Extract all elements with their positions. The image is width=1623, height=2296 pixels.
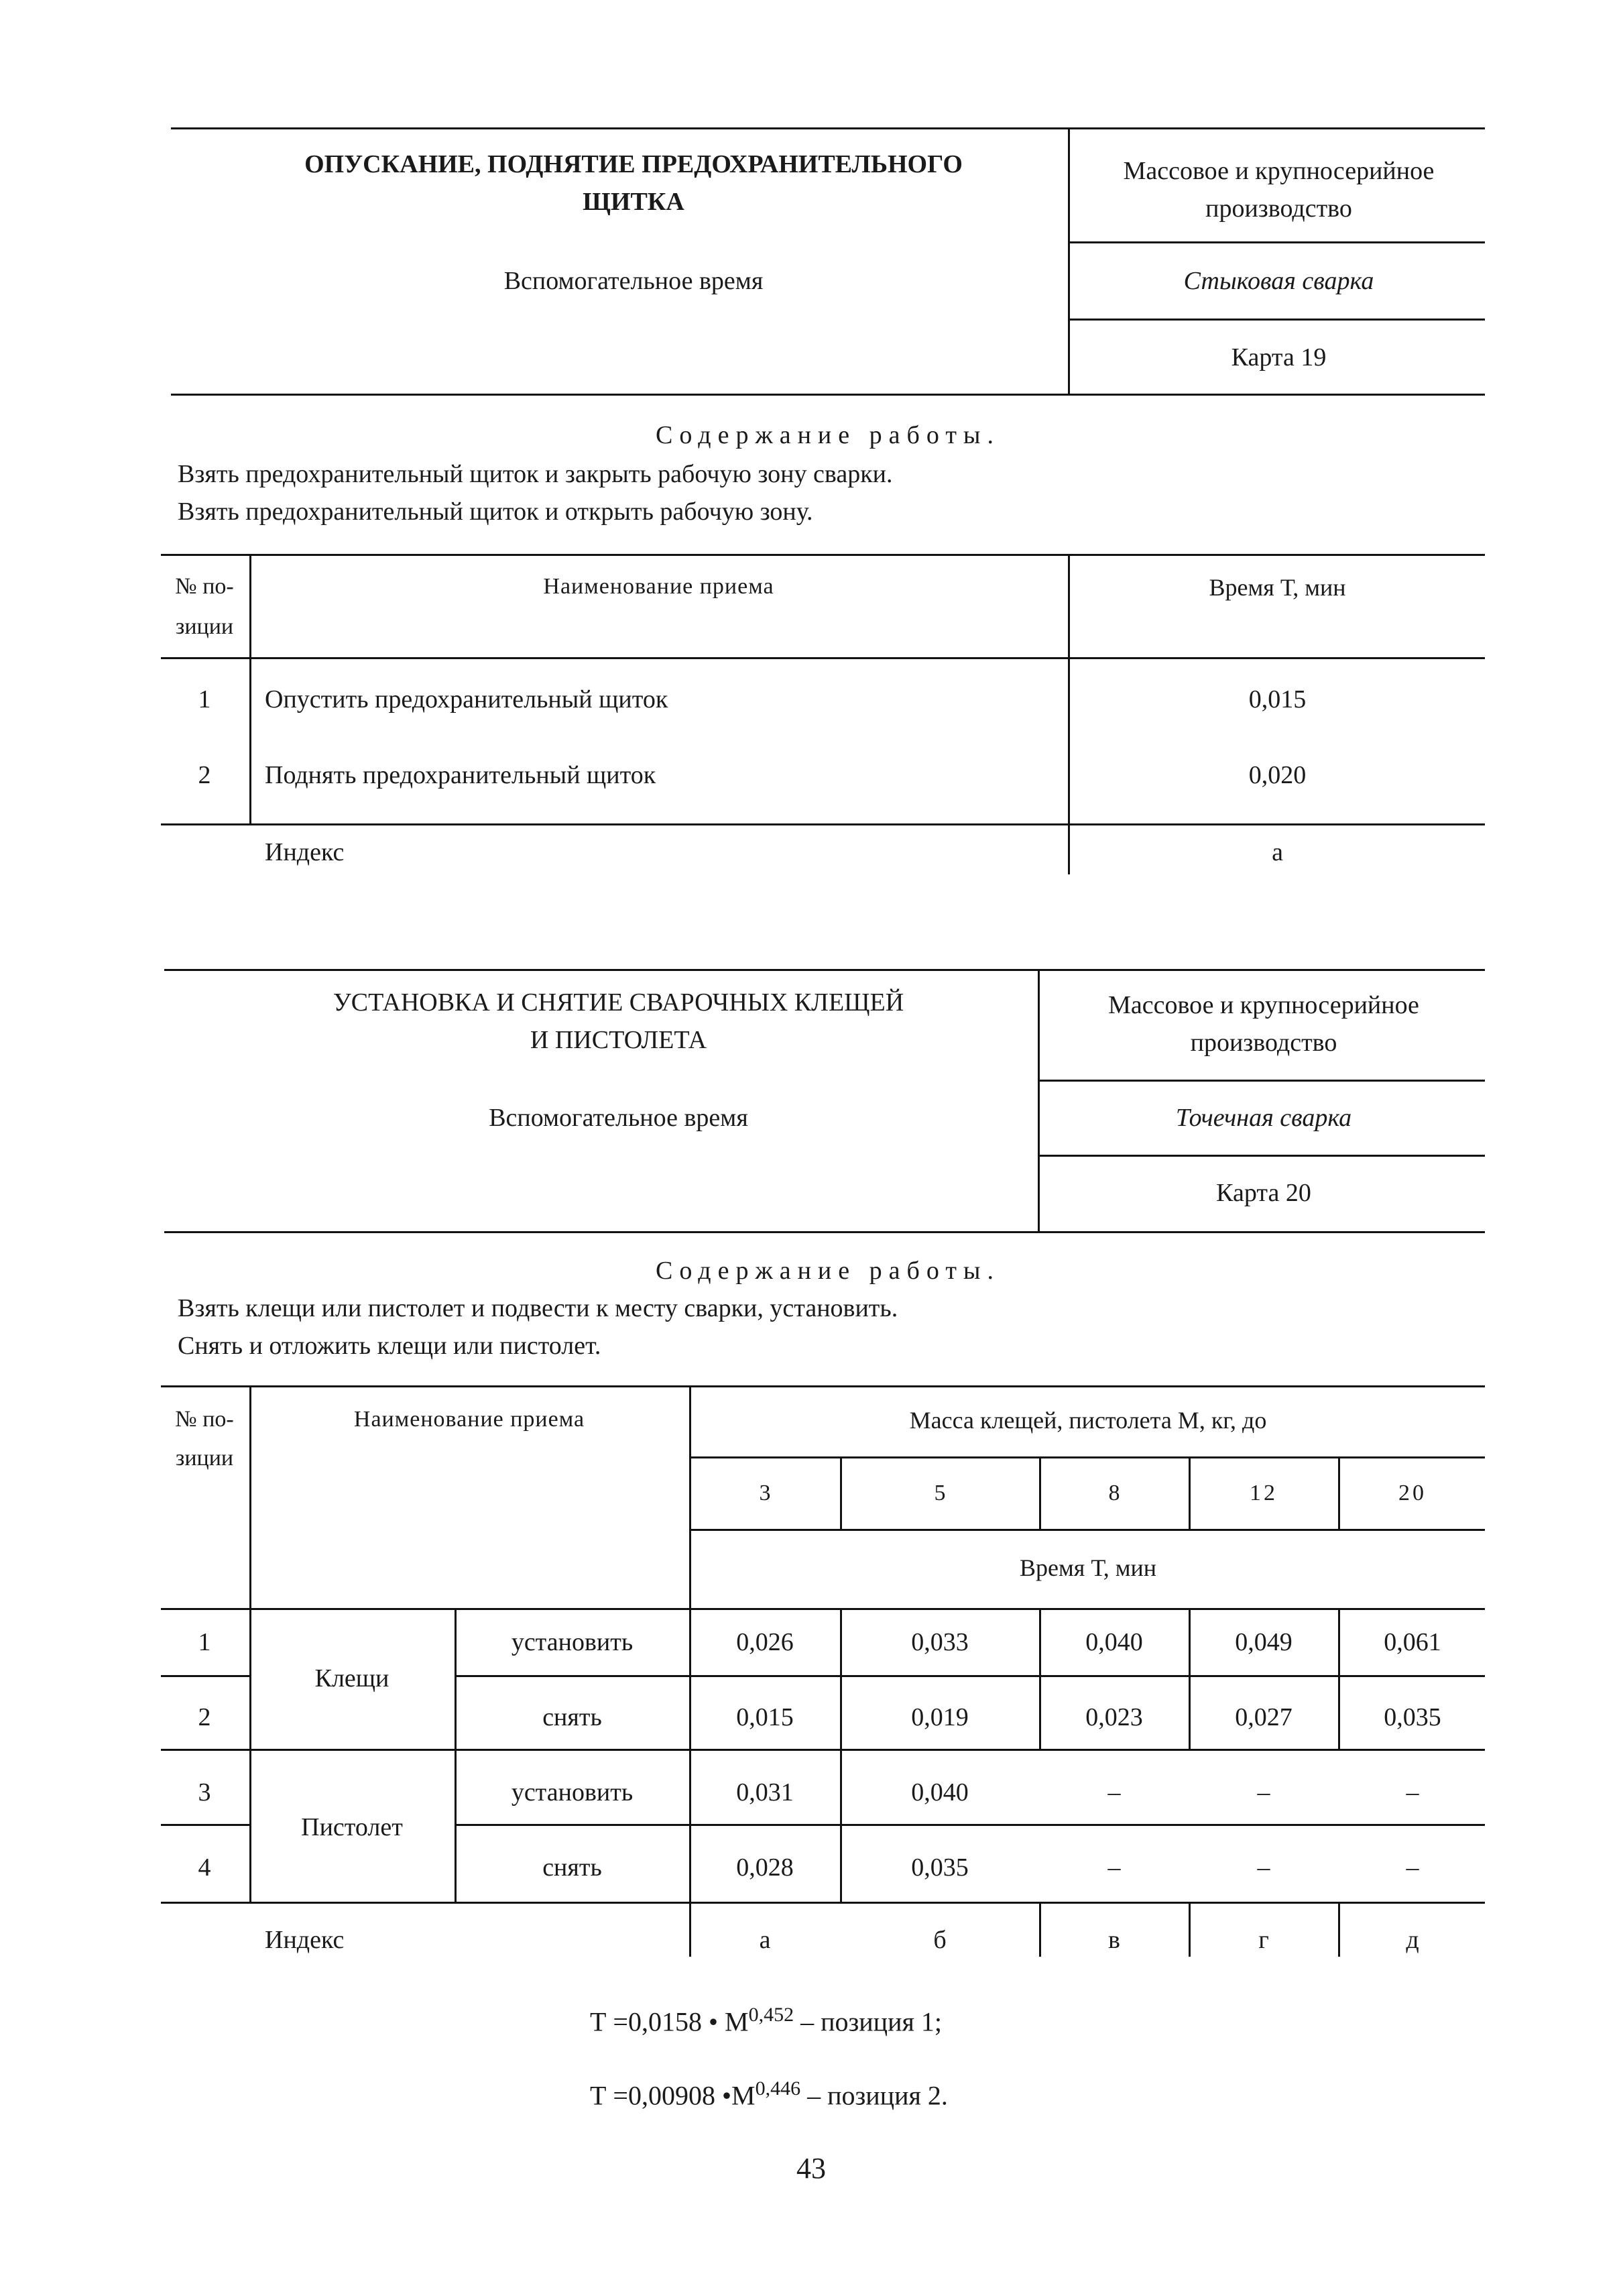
divider — [1038, 1080, 1485, 1082]
row-value: 0,040 — [1085, 1628, 1143, 1656]
card19-title-line1: ОПУСКАНИЕ, ПОДНЯТИЕ ПРЕДОХРАНИТЕЛЬНОГО — [304, 150, 963, 178]
divider — [161, 1675, 250, 1677]
col-pos-header-line1: № по- — [175, 1407, 234, 1432]
row-pos: 3 — [198, 1778, 211, 1806]
row-action: снять — [542, 1703, 602, 1731]
index-value: д — [1406, 1926, 1419, 1954]
mass-value: 20 — [1398, 1481, 1427, 1505]
card19-card-number: Карта 19 — [1231, 343, 1327, 371]
divider — [689, 1529, 1485, 1531]
divider — [161, 1385, 1485, 1387]
divider — [1068, 554, 1070, 874]
row-pos: 1 — [198, 1628, 211, 1656]
divider — [455, 1675, 1485, 1677]
card20-content-heading: Содержание работы. — [656, 1257, 1000, 1285]
col-name-header: Наименование приема — [353, 1407, 585, 1432]
formula-rhs: – позиция 2. — [800, 2080, 948, 2111]
row-value: 0,019 — [911, 1703, 969, 1731]
mass-value: 3 — [759, 1481, 771, 1505]
mass-value: 12 — [1250, 1481, 1278, 1505]
divider — [1068, 127, 1070, 394]
row-pos: 2 — [198, 761, 211, 789]
row-value: – — [1107, 1778, 1121, 1806]
divider — [161, 1749, 1485, 1751]
row-value: 0,035 — [911, 1853, 969, 1882]
page-number: 43 — [796, 2152, 826, 2185]
divider — [161, 1824, 250, 1826]
row-value: 0,033 — [911, 1628, 969, 1656]
card20-card-number: Карта 20 — [1216, 1179, 1311, 1207]
formula-position-1 — [590, 2005, 942, 2035]
row-value: 0,027 — [1235, 1703, 1293, 1731]
row-value: 0,049 — [1235, 1628, 1293, 1656]
divider — [161, 554, 1485, 556]
row-name: Поднять предохранительный щиток — [265, 761, 656, 789]
card19-content-line1: Взять предохранительный щиток и закрыть рабочую зону сварки. — [178, 460, 893, 488]
mass-value: 8 — [1108, 1481, 1120, 1505]
index-value: а — [759, 1926, 771, 1954]
col-pos-header-line2: зиции — [175, 1446, 234, 1471]
row-value: – — [1257, 1778, 1270, 1806]
row-value: 0,061 — [1384, 1628, 1441, 1656]
row-value: 0,015 — [736, 1703, 794, 1731]
row-value: – — [1257, 1853, 1270, 1882]
formula-rhs: – позиция 1; — [794, 2006, 942, 2037]
card20-title-line1: УСТАНОВКА И СНЯТИЕ СВАРОЧНЫХ КЛЕЩЕЙ — [333, 988, 904, 1017]
formula-lhs: Т =0,00908 •М — [590, 2080, 756, 2111]
tool-label-gun: Пистолет — [301, 1813, 403, 1841]
divider — [455, 1824, 1485, 1826]
index-value: в — [1108, 1926, 1120, 1954]
divider — [1038, 969, 1040, 1232]
row-time: 0,020 — [1248, 761, 1307, 789]
card19-production-line2: производство — [1205, 194, 1352, 223]
formula-exponent: 0,446 — [755, 2077, 801, 2100]
card19-content-line2: Взять предохранительный щиток и открыть рабочую зону. — [178, 498, 813, 526]
formula-exponent: 0,452 — [748, 2004, 794, 2026]
divider — [164, 969, 1485, 971]
divider — [161, 657, 1485, 659]
divider — [161, 1608, 1485, 1610]
index-label: Индекс — [265, 1926, 345, 1954]
index-value: б — [933, 1926, 947, 1954]
divider — [164, 1231, 1485, 1233]
card19-title-line2: ЩИТКА — [583, 188, 684, 216]
divider — [1068, 319, 1485, 321]
divider — [171, 127, 1485, 129]
tool-label-tongs: Клещи — [314, 1664, 389, 1692]
card20-production-line1: Массовое и крупносерийное — [1108, 991, 1419, 1019]
index-label: Индекс — [265, 838, 345, 866]
card20-title-line2: И ПИСТОЛЕТА — [530, 1026, 707, 1054]
card19-welding-type: Стыковая сварка — [1183, 267, 1374, 295]
row-value: – — [1406, 1778, 1419, 1806]
card20-welding-type: Точечная сварка — [1175, 1104, 1352, 1132]
col-pos-header-line2: зиции — [175, 614, 234, 639]
row-time: 0,015 — [1248, 685, 1307, 713]
row-pos: 2 — [198, 1703, 211, 1731]
divider — [1068, 241, 1485, 243]
row-value: 0,040 — [911, 1778, 969, 1806]
index-value: а — [1272, 838, 1283, 866]
col-name-header: Наименование приема — [543, 574, 774, 599]
row-action: установить — [511, 1628, 634, 1656]
card20-time-type: Вспомогательное время — [489, 1104, 748, 1132]
row-pos: 4 — [198, 1853, 211, 1882]
divider — [1038, 1155, 1485, 1157]
row-action: снять — [542, 1853, 602, 1882]
index-value: г — [1258, 1926, 1269, 1954]
col-mass-header: Масса клещей, пистолета М, кг, до — [909, 1407, 1267, 1434]
card19-production-line1: Массовое и крупносерийное — [1123, 157, 1435, 185]
card19-content-heading: Содержание работы. — [656, 421, 1000, 449]
row-action: установить — [511, 1778, 634, 1806]
row-value: – — [1107, 1853, 1121, 1882]
row-name: Опустить предохранительный щиток — [265, 685, 668, 713]
row-value: 0,026 — [736, 1628, 794, 1656]
card20-content-line1: Взять клещи или пистолет и подвести к месту сварки, установить. — [178, 1294, 898, 1322]
row-value: – — [1406, 1853, 1419, 1882]
divider — [171, 394, 1485, 396]
card19-time-type: Вспомогательное время — [503, 267, 764, 295]
col-pos-header-line1: № по- — [175, 574, 234, 599]
col-time-header: Время Т, мин — [1019, 1554, 1157, 1581]
divider — [161, 1902, 1485, 1904]
mass-value: 5 — [934, 1481, 946, 1505]
row-value: 0,031 — [736, 1778, 794, 1806]
row-value: 0,023 — [1085, 1703, 1143, 1731]
row-value: 0,028 — [736, 1853, 794, 1882]
col-time-header: Время Т, мин — [1209, 574, 1346, 601]
card20-production-line2: производство — [1190, 1029, 1337, 1057]
formula-position-2 — [590, 2079, 948, 2109]
divider — [689, 1456, 1485, 1458]
row-value: 0,035 — [1384, 1703, 1441, 1731]
formula-lhs: Т =0,0158 • М — [590, 2006, 749, 2037]
divider — [161, 823, 1485, 825]
card20-content-line2: Снять и отложить клещи или пистолет. — [178, 1332, 601, 1360]
row-pos: 1 — [198, 685, 211, 713]
